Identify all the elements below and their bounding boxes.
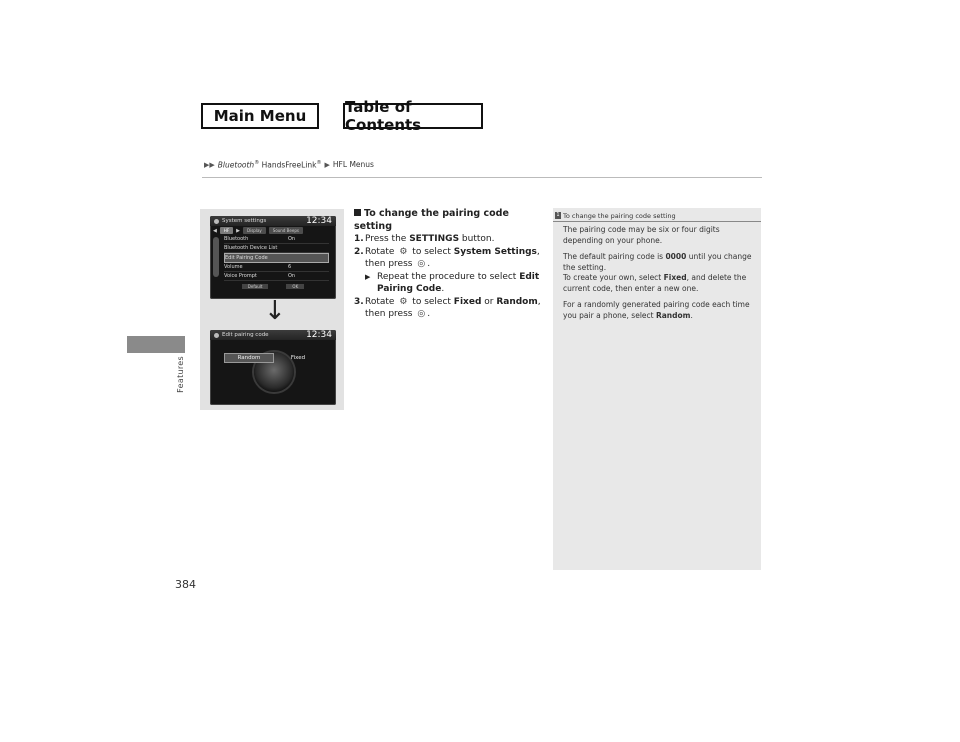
screen-clock: 12:34 — [306, 330, 332, 340]
note-paragraph: For a randomly generated pairing code each time you pair a phone, select Random. — [563, 300, 750, 320]
left-arrow-icon: ◀ — [213, 227, 217, 234]
main-menu-button[interactable]: Main Menu — [201, 103, 319, 129]
breadcrumb-bluetooth[interactable]: Bluetooth® HandsFreeLink® — [217, 160, 322, 170]
screen-illustrations — [200, 209, 344, 410]
screen-clock: 12:34 — [306, 216, 332, 226]
screen-default-button: Default — [242, 284, 269, 289]
rotate-knob-icon: ⚙ — [399, 246, 408, 257]
header-divider — [202, 177, 762, 178]
table-of-contents-button[interactable]: Table of Contents — [343, 103, 483, 129]
note-body — [563, 225, 755, 327]
screen-title: System settings — [222, 218, 267, 224]
screen-tab: Sound Beeps — [269, 227, 303, 234]
sub-arrow-icon: ▶ — [365, 272, 371, 281]
screen-row-selected: Edit Pairing Code — [224, 253, 329, 263]
right-arrow-icon: ▶ — [236, 227, 241, 234]
instructions — [354, 208, 546, 321]
step-3: 3. Rotate ⚙ to select Fixed or Random, then press ◎ . — [354, 296, 541, 319]
note-paragraph: The pairing code may be six or four digits depending on your phone. — [563, 225, 720, 245]
screen-ok-button: OK — [286, 284, 304, 289]
note-paragraph: The default pairing code is 0000 until you change the setting. To create your own, select Fixed, and delete the current code, then enter a new one. — [563, 252, 752, 293]
breadcrumb-arrow-icon: ▶▶ — [204, 160, 215, 169]
home-icon — [214, 333, 219, 338]
edit-pairing-code-screen — [210, 330, 336, 405]
screen-row: Bluetooth Device List — [224, 244, 329, 253]
screen-row: Voice Prompt On — [224, 272, 329, 281]
step-1: 1. Press the SETTINGS button. — [354, 234, 495, 244]
rotate-knob-icon: ⚙ — [399, 296, 408, 307]
note-heading: 1 To change the pairing code setting — [553, 210, 761, 222]
section-tab-marker — [127, 336, 185, 353]
note-number-icon: 1 — [556, 212, 560, 218]
page-number: 384 — [175, 578, 196, 591]
breadcrumb-arrow-icon: ▶ — [324, 160, 330, 169]
note-panel — [553, 208, 761, 570]
press-knob-icon: ◎ — [417, 309, 426, 319]
breadcrumb — [204, 160, 374, 170]
instructions-heading: To change the pairing code setting — [354, 208, 509, 232]
screen-row: Volume 6 — [224, 263, 329, 272]
screen-tab: Display — [243, 227, 266, 234]
down-arrow-icon: ↓ — [264, 296, 286, 326]
press-knob-icon: ◎ — [417, 259, 426, 269]
screen-row: Bluetooth On — [224, 235, 329, 244]
scroll-indicator — [213, 237, 219, 277]
step-2: 2. Rotate ⚙ to select System Settings, then press ◎ . ▶ Repeat the procedure to select Edit Pairing Code. — [354, 246, 546, 296]
screen-option-random: Random — [224, 353, 274, 363]
home-icon — [214, 219, 219, 224]
square-bullet-icon — [354, 209, 361, 216]
breadcrumb-hfl-menus[interactable]: HFL Menus — [332, 160, 374, 170]
screen-title: Edit pairing code — [222, 332, 269, 338]
step-2-sub: ▶ Repeat the procedure to select Edit Pairing Code. — [365, 271, 540, 294]
screen-tab: HF — [220, 227, 233, 234]
section-tab-label: Features — [176, 356, 185, 393]
system-settings-screen — [210, 216, 336, 299]
screen-option-fixed: Fixed — [290, 355, 306, 361]
